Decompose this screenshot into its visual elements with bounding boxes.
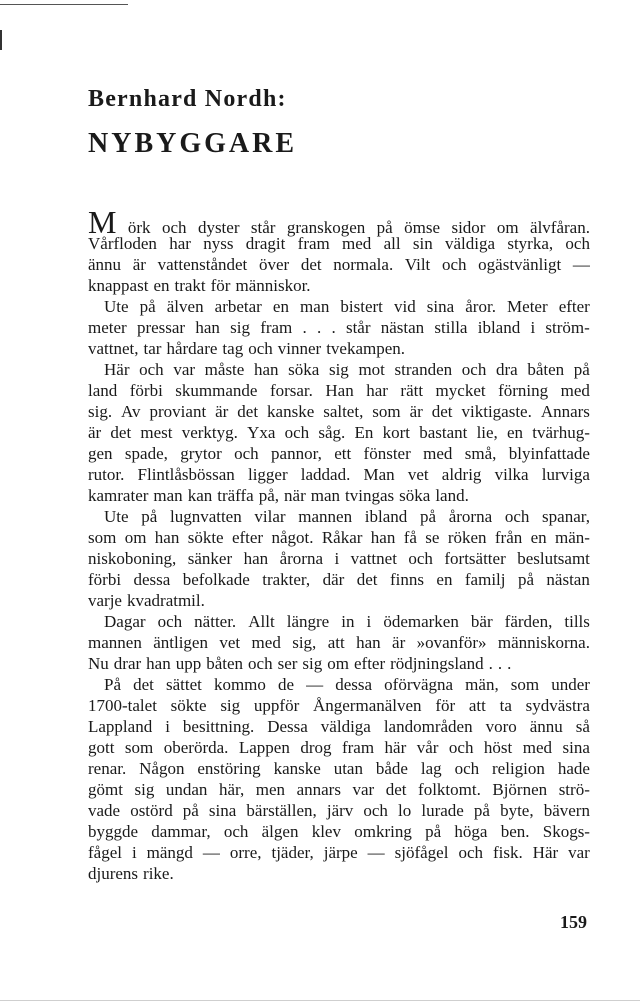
text-line: Nu drar han upp båten och ser sig om efter rödjningsland . . . <box>88 654 512 673</box>
text-line: Lappland i besittning. Dessa väldiga landområden voro ännu så <box>88 717 590 736</box>
text-line: är det mest verktyg. Yxa och såg. En kort bastant lie, en tvärhug- <box>88 423 590 442</box>
chapter-title: NYBYGGARE <box>88 128 298 159</box>
text-line: gott som oberörda. Lappen drog fram här vår och höst med sina <box>88 738 590 757</box>
text-line: djurens rike. <box>88 864 174 883</box>
text-line: renar. Någon enstöring kanske utan både lag och religion hade <box>88 759 590 778</box>
top-edge-rule <box>0 4 128 5</box>
drop-cap: M <box>88 204 117 240</box>
text-line: M örk och dyster står granskogen på ömse sidor om älvfåran. <box>88 204 590 240</box>
text-line: kamrater man kan träffa på, när man tvingas söka land. <box>88 486 469 505</box>
left-edge-mark <box>0 30 2 50</box>
text-line: knappast en trakt för människor. <box>88 276 311 295</box>
text-line: niskoboning, sänker han årorna i vattnet och fortsätter beslutsamt <box>88 549 590 568</box>
text-line: Ute på älven arbetar en man bistert vid sina åror. Meter efter <box>104 297 590 316</box>
text-line: På det sättet kommo de — dessa oförvägna män, som under <box>104 675 590 694</box>
text-line: mannen äntligen vet med sig, att han är »ovanför» människorna. <box>88 633 590 652</box>
text-line: varje kvadratmil. <box>88 591 205 610</box>
text-line: byggde dammar, och älgen klev omkring på höga ben. Skogs- <box>88 822 590 841</box>
text-line: fågel i mängd — orre, tjäder, järpe — sjöfågel och fisk. Här var <box>88 843 590 862</box>
text-line: rutor. Flintlåsbössan ligger laddad. Man vet aldrig vilka lurviga <box>88 465 590 484</box>
text-line: vattnet, tar hårdare tag och vinner tvekampen. <box>88 339 406 358</box>
text-line: gen spade, grytor och pannor, ett fönster med små, blyinfattade <box>88 444 590 463</box>
body-text <box>88 204 590 884</box>
text-line: sig. Av proviant är det kanske saltet, som är det viktigaste. Annars <box>88 402 590 421</box>
text-line: Vårfloden har nyss dragit fram med all sin väldiga styrka, och <box>88 234 590 253</box>
text-line: gömt sig undan här, men annars var det folktomt. Björnen strö- <box>88 780 590 799</box>
page-number: 159 <box>560 912 587 932</box>
text-line: Här och var måste han söka sig mot stranden och dra båten på <box>104 360 590 379</box>
author-name: Bernhard Nordh: <box>88 86 287 112</box>
text-line: 1700-talet sökte sig uppför Ångermanälven för att ta sydvästra <box>88 696 590 715</box>
text-line: vade ostörd på sina bärställen, järv och lo lurade på byte, bävern <box>88 801 590 820</box>
text-line: förbi dessa befolkade trakter, där det finns en familj på nästan <box>88 570 590 589</box>
text-line: meter pressar han sig fram . . . står nästan stilla ibland i ström- <box>88 318 590 337</box>
text-line: Ute på lugnvatten vilar mannen ibland på årorna och spanar, <box>104 507 590 526</box>
text-line: land förbi skummande forsar. Han har rätt mycket förning med <box>88 381 590 400</box>
text-line: Dagar och nätter. Allt längre in i ödemarken bär färden, tills <box>104 612 590 631</box>
text-line: som om han sökte efter något. Råkar han få se röken från en män- <box>88 528 590 547</box>
text-line: ännu är vattenståndet över det normala. Vilt och ogästvänligt — <box>88 255 590 274</box>
bottom-edge-rule <box>0 1000 640 1001</box>
